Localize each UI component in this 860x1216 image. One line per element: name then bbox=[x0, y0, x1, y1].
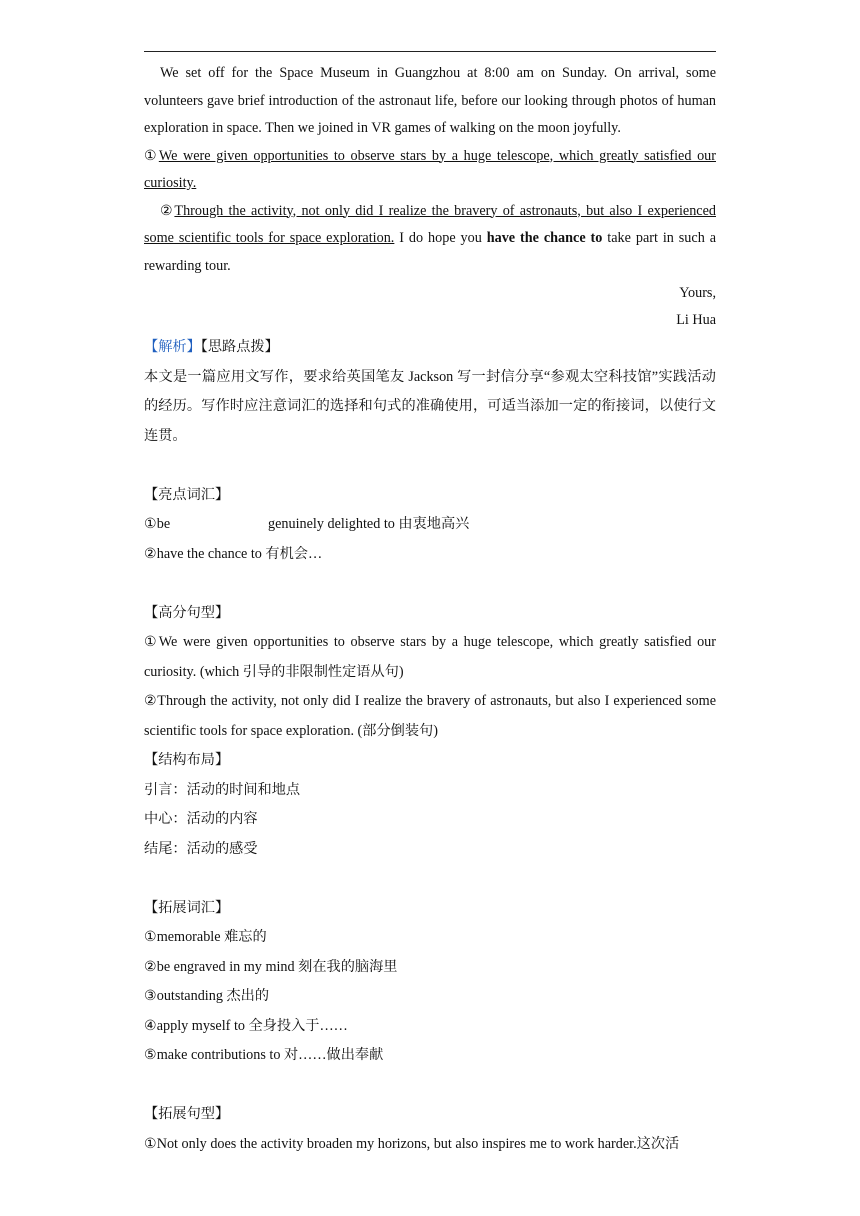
ext-vocab-item: ②be engraved in my mind 刻在我的脑海里 bbox=[144, 958, 398, 975]
underlined-sentence: Through the activity, not only did I realize the bravery of astronauts, but also I experienced some scientific tools for space exploration. bbox=[144, 202, 716, 246]
bold-phrase: have the chance to bbox=[486, 230, 603, 246]
ext-vocab-heading: 【拓展词汇】 bbox=[144, 899, 230, 916]
analysis-tag-line bbox=[144, 333, 716, 363]
vocab-item-rest: genuinely delighted to 由衷地高兴 bbox=[268, 516, 470, 532]
letter-highlight-sentence-1 bbox=[144, 143, 716, 198]
ext-vocab-item: ④apply myself to 全身投入于…… bbox=[144, 1017, 348, 1034]
letter-paragraph-1: We set off for the Space Museum in Guangzhou at 8:00 am on Sunday. On arrival, some volunteers gave brief introduction of the astronaut life, before our looking through photos of human exploration in space. Then we joined in VR games of walking on the moon joyfully. bbox=[144, 65, 716, 136]
ext-sentence-heading: 【拓展句型】 bbox=[144, 1106, 230, 1122]
ext-vocab-item: ③outstanding 杰出的 bbox=[144, 988, 270, 1004]
underlined-sentence: We were given opportunities to observe stars by a huge telescope, which greatly satisfied our curiosity. bbox=[144, 147, 716, 191]
sentence-number: ② bbox=[160, 202, 175, 219]
ext-sentence-item-1: ①Not only does the activity broaden my horizons, but also inspires me to work harder.这次活 bbox=[144, 1135, 680, 1152]
idea-tag: 【思路点拨】 bbox=[200, 339, 279, 355]
analysis-intro: 本文是一篇应用文写作，要求给英国笔友 Jackson 写一封信分享“参观太空科技馆”实践活动的经历。写作时应注意词汇的选择和句式的准确使用，可适当添加一定的衔接词，以使行文连贯。 bbox=[144, 368, 716, 444]
analysis-tag: 【解析】 bbox=[144, 339, 201, 355]
letter-highlight-sentence-2 bbox=[144, 198, 716, 281]
structure-item: 中心：活动的内容 bbox=[144, 811, 258, 827]
structure-item: 引言：活动的时间和地点 bbox=[144, 781, 301, 798]
vocab-item-lead: ①be bbox=[144, 516, 171, 532]
signature: Li Hua bbox=[676, 311, 716, 328]
vocab-item-2: ②have the chance to 有机会… bbox=[144, 545, 323, 562]
ext-vocab-item: ⑤make contributions to 对……做出奉献 bbox=[144, 1047, 384, 1063]
sentence-item-1: ①We were given opportunities to observe stars by a huge telescope, which greatly satisfied our curiosity. (which 引导的非限制性定语从句) bbox=[144, 634, 716, 680]
sentence-number: ① bbox=[144, 147, 159, 164]
ext-vocab-item: ①memorable 难忘的 bbox=[144, 929, 267, 945]
text-run: take part in such a rewarding tour. bbox=[144, 230, 717, 274]
text-run: I do hope you bbox=[394, 230, 487, 246]
sentence-item-2: ②Through the activity, not only did I realize the bravery of astronauts, but also I experienced some scientific tools for space exploration. (部分倒装句) bbox=[144, 693, 716, 739]
closing: Yours, bbox=[679, 285, 716, 301]
vocab-heading: 【亮点词汇】 bbox=[144, 486, 230, 503]
document-page bbox=[144, 60, 716, 1159]
sentence-heading: 【高分句型】 bbox=[144, 604, 230, 621]
vocab-item-1 bbox=[144, 510, 716, 540]
structure-heading: 【结构布局】 bbox=[144, 752, 230, 768]
top-rule bbox=[144, 51, 716, 52]
structure-item: 结尾：活动的感受 bbox=[144, 840, 258, 857]
